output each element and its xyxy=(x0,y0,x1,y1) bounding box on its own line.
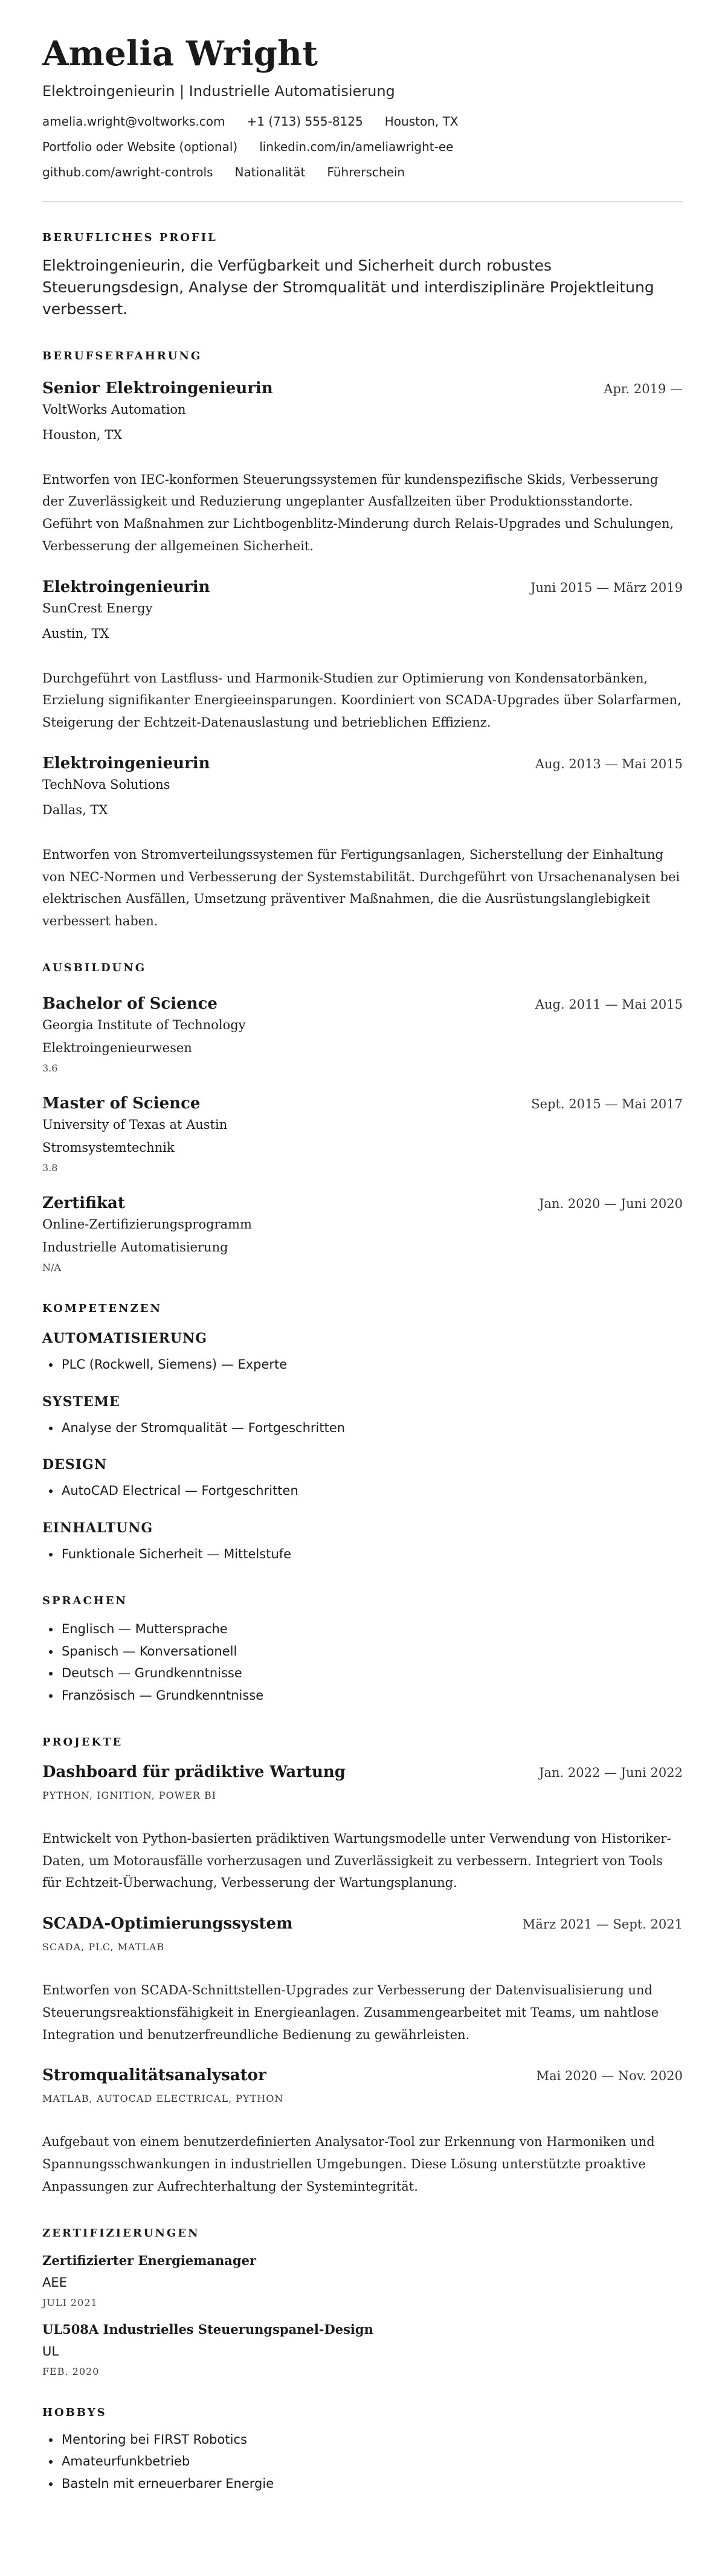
job-description: Entworfen von Stromverteilungssystemen für Fertigungsanlagen, Sicherstellung der Einhaltung von NEC-Normen und Verbesserung der Systemstabilität. Durchgeführt von Ursachenanalysen bei elektrischen Ausfällen, Umsetzung präventiver Maßnahmen, die die Ausrüstungslanglebigkeit verbessert haben. xyxy=(42,847,680,929)
education-degree: Master of Science xyxy=(42,1094,201,1113)
project-header xyxy=(42,2066,683,2084)
project-description: Aufgebaut von einem benutzerdefinierten Analysator-Tool zur Erkennung von Harmoniken und Spannungsschwankungen in industriellen Umgebungen. Diese Lösung unterstützte proaktive Anpassungen zur Aufrechterhaltung der Systemintegrität. xyxy=(42,2134,655,2194)
section-title: BERUFSERFAHRUNG xyxy=(42,349,202,362)
education-school: University of Texas at Austin xyxy=(42,1117,228,1132)
section-title: SPRACHEN xyxy=(42,1594,127,1607)
job-description: Entworfen von IEC-konformen Steuerungssystemen für kundenspezifische Skids, Verbesserung der Zuverlässigkeit und Reduzierung ungeplanter Ausfallzeiten über Produktionsstandorte. Geführt von Maßnahmen zur Lichtbogenblitz-Minderung durch Relais-Upgrades und Schulungen, Verbesserung der allgemeinen Sicherheit. xyxy=(42,472,674,553)
education-grade: 3.8 xyxy=(42,1161,58,1174)
skill-group-title: EINHALTUNG xyxy=(42,1520,153,1537)
hobby-item: • Mentoring bei FIRST Robotics xyxy=(60,2429,683,2451)
project-description: Entworfen von SCADA-Schnittstellen-Upgrades zur Verbesserung der Datenvisualisierung und Steuerungsreaktionsfähigkeit in Energieanlagen. Zusammengearbeitet mit Teams, um nahtlose Integration und benutzerfreundliche Bedienung zu gewährleisten. xyxy=(42,1983,659,2042)
project-name: Dashboard für prädiktive Wartung xyxy=(42,1762,346,1781)
job-location: Austin, TX xyxy=(42,626,109,641)
job-entry xyxy=(42,754,683,933)
profile-summary: Elektroingenieurin, die Verfügbarkeit und Sicherheit durch robustes Steuerungsdesign, Analyse der Stromqualität und interdisziplinäre Projektleitung verbessert. xyxy=(42,256,654,318)
profile-section xyxy=(42,231,683,321)
project-dates: März 2021 — Sept. 2021 xyxy=(522,1917,683,1932)
skill-list xyxy=(42,1354,683,1376)
job-header xyxy=(42,578,683,596)
language-item: • Spanisch — Konversationell xyxy=(60,1640,683,1663)
skill-list xyxy=(42,1417,683,1439)
contact-location: Houston, TX xyxy=(384,114,459,129)
job-header xyxy=(42,754,683,772)
education-header xyxy=(42,1094,683,1113)
project-description: Entwickelt von Python-basierten prädiktiven Wartungsmodelle unter Verwendung von Historiker-Daten, um Motorausfälle vorherzusagen und Zuverlässigkeit zu verbessern. Integriert von Tools für Echtzeit-Überwachung, Verbesserung der Wartungsplanung. xyxy=(42,1831,671,1890)
section-title: ZERTIFIZIERUNGEN xyxy=(42,2226,200,2240)
contact-portfolio[interactable]: Portfolio oder Website (optional) xyxy=(42,139,238,154)
education-grade: N/A xyxy=(42,1261,61,1273)
job-location: Dallas, TX xyxy=(42,802,108,817)
job-header xyxy=(42,379,683,397)
certification-date: JULI 2021 xyxy=(42,2296,98,2308)
certifications-section xyxy=(42,2227,683,2377)
project-dates: Jan. 2022 — Juni 2022 xyxy=(539,1765,683,1780)
education-degree: Zertifikat xyxy=(42,1193,125,1212)
languages-section xyxy=(42,1595,683,1707)
job-entry xyxy=(42,578,683,734)
contact-email[interactable]: amelia.wright@voltworks.com xyxy=(42,114,225,129)
education-header xyxy=(42,1194,683,1212)
job-entry xyxy=(42,379,683,557)
skill-item: • AutoCAD Electrical — Fortgeschritten xyxy=(60,1480,683,1502)
certification-name: Zertifizierter Energiemanager xyxy=(42,2252,256,2268)
hobbies-section xyxy=(42,2406,683,2495)
certification-name: UL508A Industrielles Steuerungspanel-Design xyxy=(42,2321,373,2337)
project-entry xyxy=(42,1915,683,2046)
job-dates: Juni 2015 — März 2019 xyxy=(530,580,683,595)
skills-section xyxy=(42,1302,683,1566)
project-header xyxy=(42,1915,683,1933)
education-degree: Bachelor of Science xyxy=(42,994,218,1013)
project-tech: SCADA, PLC, MATLAB xyxy=(42,1941,165,1953)
education-entry xyxy=(42,1194,683,1273)
job-dates: Aug. 2013 — Mai 2015 xyxy=(535,756,683,771)
project-tech: MATLAB, AUTOCAD ELECTRICAL, PYTHON xyxy=(42,2093,284,2105)
project-name: Stromqualitätsanalysator xyxy=(42,2066,266,2085)
language-list xyxy=(42,1618,683,1707)
contact-row xyxy=(42,114,683,129)
contact-phone[interactable]: +1 (713) 555-8125 xyxy=(246,114,363,129)
contact-github[interactable]: github.com/awright-controls xyxy=(42,164,213,179)
skill-list xyxy=(42,1543,683,1566)
education-school: Georgia Institute of Technology xyxy=(42,1017,246,1032)
skill-group-title: DESIGN xyxy=(42,1457,107,1473)
language-item: • Deutsch — Grundkenntnisse xyxy=(60,1662,683,1685)
job-description: Durchgeführt von Lastfluss- und Harmonik-Studien zur Optimierung von Kondensatorbänken, Erzielung signifikanter Energieeinsparungen. Koordiniert von SCADA-Upgrades über Solarfarmen, Steigerung der Echtzeit-Datenauslastung und betrieblichen Effizienz. xyxy=(42,670,682,730)
education-dates: Jan. 2020 — Juni 2020 xyxy=(539,1196,683,1211)
education-school: Online-Zertifizierungsprogramm xyxy=(42,1216,252,1232)
job-company: VoltWorks Automation xyxy=(42,402,186,417)
education-dates: Sept. 2015 — Mai 2017 xyxy=(531,1096,683,1111)
hobby-item: • Amateurfunkbetrieb xyxy=(60,2450,683,2473)
education-field: Industrielle Automatisierung xyxy=(42,1239,228,1254)
certification-issuer: UL xyxy=(42,2343,59,2359)
projects-section xyxy=(42,1736,683,2198)
section-title: BERUFLICHES PROFIL xyxy=(42,231,218,244)
certification-date: FEB. 2020 xyxy=(42,2365,100,2377)
job-location: Houston, TX xyxy=(42,427,123,442)
language-item: • Englisch — Muttersprache xyxy=(60,1618,683,1640)
job-title: Senior Elektroingenieurin xyxy=(42,379,273,397)
language-item: • Französisch — Grundkenntnisse xyxy=(60,1685,683,1707)
skill-item: • Funktionale Sicherheit — Mittelstufe xyxy=(60,1543,683,1566)
section-title: AUSBILDUNG xyxy=(42,961,147,974)
contact-linkedin[interactable]: linkedin.com/in/ameliawright-ee xyxy=(259,139,454,154)
skill-group-title: AUTOMATISIERUNG xyxy=(42,1330,207,1346)
section-title: KOMPETENZEN xyxy=(42,1302,162,1315)
education-header xyxy=(42,995,683,1013)
skill-group-title: SYSTEME xyxy=(42,1393,120,1410)
project-tech: PYTHON, IGNITION, POWER BI xyxy=(42,1789,217,1801)
project-name: SCADA-Optimierungssystem xyxy=(42,1915,293,1933)
education-field: Stromsystemtechnik xyxy=(42,1140,175,1155)
skill-item: • PLC (Rockwell, Siemens) — Experte xyxy=(60,1354,683,1376)
hobby-list xyxy=(42,2429,683,2495)
hobby-item: • Basteln mit erneuerbarer Energie xyxy=(60,2473,683,2495)
experience-section xyxy=(42,350,683,933)
job-dates: Apr. 2019 — xyxy=(604,381,683,396)
contact-drivers-license: Führerschein xyxy=(327,164,405,179)
education-dates: Aug. 2011 — Mai 2015 xyxy=(535,997,683,1012)
education-entry xyxy=(42,995,683,1074)
candidate-name: Amelia Wright xyxy=(42,34,318,74)
job-title: Elektroingenieurin xyxy=(42,577,210,596)
certification-entry xyxy=(42,2253,683,2308)
job-company: TechNova Solutions xyxy=(42,777,170,792)
contact-nationality: Nationalität xyxy=(234,164,306,179)
section-title: HOBBYS xyxy=(42,2406,107,2419)
header-divider xyxy=(42,201,683,202)
job-company: SunCrest Energy xyxy=(42,600,153,615)
project-entry xyxy=(42,2066,683,2197)
contact-row xyxy=(42,165,683,179)
education-entry xyxy=(42,1094,683,1174)
certification-entry xyxy=(42,2322,683,2377)
project-dates: Mai 2020 — Nov. 2020 xyxy=(536,2069,683,2084)
certification-issuer: AEE xyxy=(42,2275,67,2290)
project-header xyxy=(42,1763,683,1781)
education-field: Elektroingenieurwesen xyxy=(42,1040,192,1055)
job-title: Elektroingenieurin xyxy=(42,754,210,772)
education-section xyxy=(42,962,683,1273)
skill-item: • Analyse der Stromqualität — Fortgeschritten xyxy=(60,1417,683,1439)
contact-row xyxy=(42,140,683,154)
resume-header xyxy=(42,36,683,179)
candidate-subtitle: Elektroingenieurin | Industrielle Automatisierung xyxy=(42,82,395,100)
education-grade: 3.6 xyxy=(42,1062,58,1074)
skill-list xyxy=(42,1480,683,1502)
section-title: PROJEKTE xyxy=(42,1735,123,1749)
project-entry xyxy=(42,1763,683,1894)
